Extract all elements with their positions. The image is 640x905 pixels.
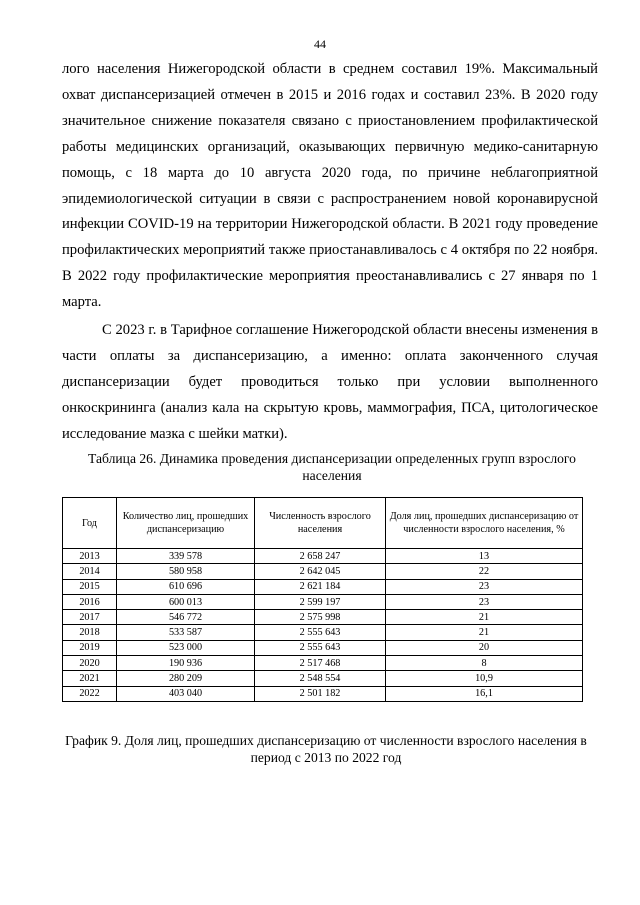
cell-year: 2021 <box>63 671 117 686</box>
header-year: Год <box>63 498 117 549</box>
cell-population: 2 658 247 <box>255 549 386 564</box>
cell-year: 2022 <box>63 686 117 701</box>
cell-population: 2 501 182 <box>255 686 386 701</box>
cell-share: 22 <box>386 564 583 579</box>
cell-population: 2 575 998 <box>255 610 386 625</box>
table-row <box>63 610 583 625</box>
cell-population: 2 548 554 <box>255 671 386 686</box>
cell-year: 2014 <box>63 564 117 579</box>
cell-year: 2015 <box>63 579 117 594</box>
cell-share: 23 <box>386 594 583 609</box>
cell-year: 2019 <box>63 640 117 655</box>
chart-caption: График 9. Доля лиц, прошедших диспансеризацию от численности взрослого населения в период с 2013 по 2022 год <box>65 733 587 765</box>
table-caption: Таблица 26. Динамика проведения диспансеризации определенных групп взрослого населения <box>88 451 576 483</box>
cell-share: 21 <box>386 610 583 625</box>
page-number: 44 <box>314 37 326 51</box>
cell-count: 403 040 <box>117 686 255 701</box>
table-row <box>63 564 583 579</box>
cell-population: 2 517 468 <box>255 656 386 671</box>
cell-count: 280 209 <box>117 671 255 686</box>
table-row <box>63 579 583 594</box>
cell-share: 10,9 <box>386 671 583 686</box>
table-row <box>63 549 583 564</box>
cell-count: 339 578 <box>117 549 255 564</box>
cell-population: 2 555 643 <box>255 640 386 655</box>
cell-count: 533 587 <box>117 625 255 640</box>
table-row <box>63 625 583 640</box>
table-row <box>63 640 583 655</box>
header-population: Численность взрослого населения <box>255 498 386 549</box>
cell-count: 600 013 <box>117 594 255 609</box>
data-table <box>62 497 583 702</box>
cell-year: 2017 <box>63 610 117 625</box>
cell-population: 2 599 197 <box>255 594 386 609</box>
cell-year: 2020 <box>63 656 117 671</box>
body-text <box>62 57 598 448</box>
cell-count: 580 958 <box>117 564 255 579</box>
paragraph-1: лого населения Нижегородской области в среднем составил 19%. Максимальный охват диспансеризацией отмечен в 2015 и 2016 годах и составил 23%. В 2020 году значительное снижение показателя связано с приостановлением профилактической работы медицинских организаций, оказывающих первичную медико-санитарную помощь, с 18 марта до 10 августа 2020 года, по причине неблагоприятной эпидемиологической ситуации в связи с распространением новой коронавирусной инфекции COVID-19 на территории Нижегородской области. В 2021 году проведение профилактических мероприятий также приостанавливалось с 4 октября по 22 ноября. В 2022 году профилактические мероприятия преостанавливались с 27 января по 1 марта. <box>62 61 598 311</box>
cell-share: 16,1 <box>386 686 583 701</box>
header-share: Доля лиц, прошедших диспансеризацию от численности взрослого населения, % <box>386 498 583 549</box>
table-row <box>63 594 583 609</box>
cell-population: 2 555 643 <box>255 625 386 640</box>
cell-year: 2016 <box>63 594 117 609</box>
cell-share: 23 <box>386 579 583 594</box>
cell-share: 8 <box>386 656 583 671</box>
cell-share: 21 <box>386 625 583 640</box>
table-row <box>63 671 583 686</box>
paragraph-2: С 2023 г. в Тарифное соглашение Нижегородской области внесены изменения в части оплаты за диспансеризацию, а именно: оплата законченного случая диспансеризации будет проводиться только при условии выполненного онкоскрининга (анализ кала на скрытую кровь, маммография, ПСА, цитологическое исследование мазка с шейки матки). <box>62 322 598 442</box>
cell-count: 610 696 <box>117 579 255 594</box>
cell-population: 2 642 045 <box>255 564 386 579</box>
cell-share: 13 <box>386 549 583 564</box>
cell-count: 523 000 <box>117 640 255 655</box>
cell-year: 2013 <box>63 549 117 564</box>
cell-population: 2 621 184 <box>255 579 386 594</box>
cell-count: 546 772 <box>117 610 255 625</box>
table-header-row <box>63 498 583 549</box>
cell-year: 2018 <box>63 625 117 640</box>
table-row <box>63 656 583 671</box>
header-count: Количество лиц, прошедших диспансеризацию <box>117 498 255 549</box>
cell-count: 190 936 <box>117 656 255 671</box>
cell-share: 20 <box>386 640 583 655</box>
table-row <box>63 686 583 701</box>
